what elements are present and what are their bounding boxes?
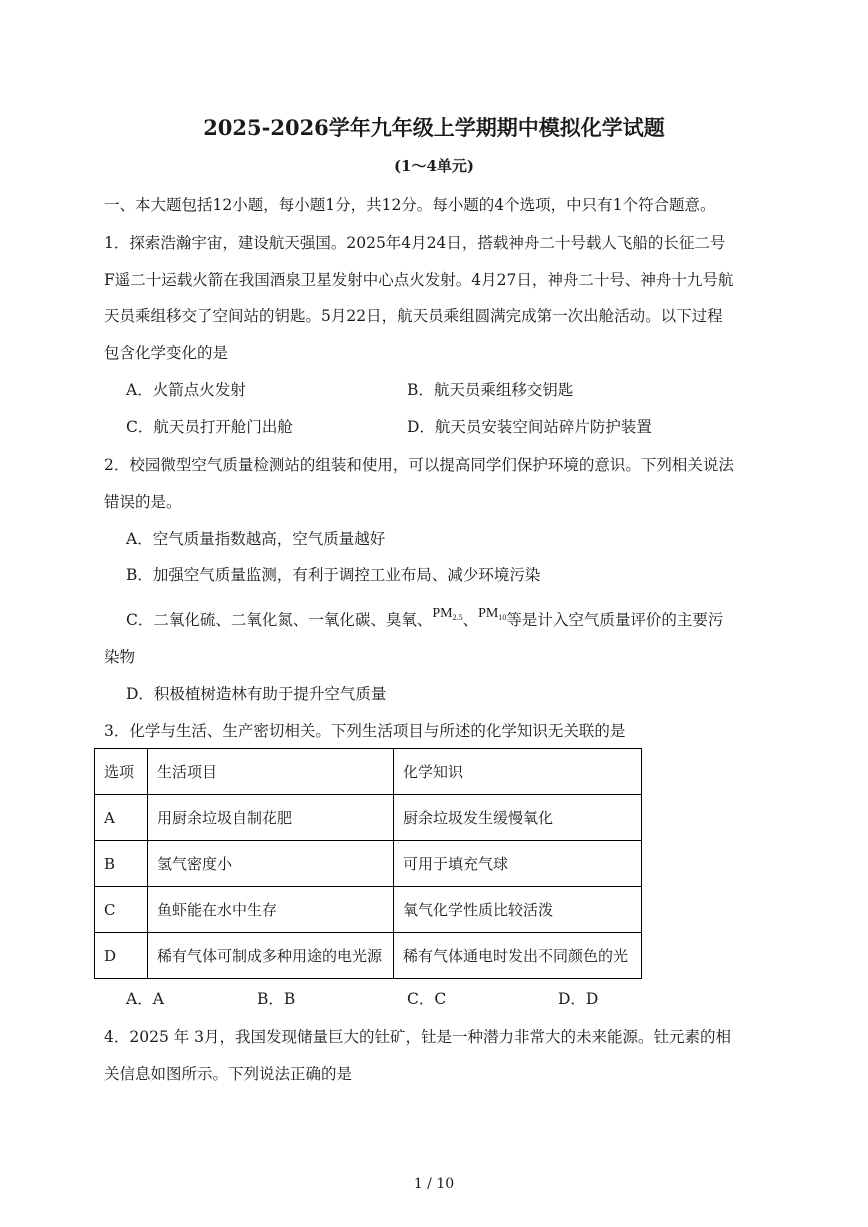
table-header-cell: 生活项目 xyxy=(148,749,394,795)
pm25-label: $PM_{2.5}$ xyxy=(432,606,463,622)
table-cell: D xyxy=(95,933,148,979)
table-cell: 用厨余垃圾自制花肥 xyxy=(148,795,394,841)
q3-option-a: A．A xyxy=(126,990,164,1008)
table-header-cell: 化学知识 xyxy=(394,749,642,795)
q4-line-1: 4．2025 年 3月，我国发现储量巨大的钍矿，钍是一种潜力非常大的未来能源。钍元素的相 xyxy=(104,1028,732,1046)
table-row xyxy=(95,841,642,887)
table-cell: 可用于填充气球 xyxy=(394,841,642,887)
q2-option-c-continued: 染物 xyxy=(104,648,136,666)
pm10-label: $PM_{10}$ xyxy=(478,606,507,622)
q1-option-d: D．航天员安装空间站碎片防护装置 xyxy=(407,418,652,436)
q3-option-d: D．D xyxy=(558,990,599,1008)
table-cell: B xyxy=(95,841,148,887)
q1-line-3: 天员乘组移交了空间站的钥匙。5月22日，航天员乘组圆满完成第一次出舱活动。以下过程 xyxy=(104,307,723,325)
q1-option-a: A．火箭点火发射 xyxy=(126,381,246,399)
q3-option-c: C．C xyxy=(407,990,447,1008)
table-header-cell: 选项 xyxy=(95,749,148,795)
q3-table xyxy=(94,748,642,979)
q1-line-4: 包含化学变化的是 xyxy=(104,344,229,362)
q2-option-b: B．加强空气质量监测，有利于调控工业布局、减少环境污染 xyxy=(126,566,541,584)
table-cell: 稀有气体可制成多种用途的电光源 xyxy=(148,933,394,979)
q2-option-a: A．空气质量指数越高，空气质量越好 xyxy=(126,530,386,548)
q2-option-c-separator: 、 xyxy=(462,611,479,629)
q2-line-1: 2．校园微型空气质量检测站的组装和使用，可以提高同学们保护环境的意识。下列相关说法 xyxy=(104,456,734,474)
q3-stem: 3．化学与生活、生产密切相关。下列生活项目与所述的化学知识无关联的是 xyxy=(104,722,626,740)
section-instructions: 一、本大题包括12小题，每小题1分，共12分。每小题的4个选项，中只有1个符合题意。 xyxy=(104,196,716,214)
q2-option-c xyxy=(126,606,724,637)
q1-line-2: F遥二十运载火箭在我国酒泉卫星发射中心点火发射。4月27日，神舟二十号、神舟十九号航 xyxy=(104,271,734,289)
page-number: 1 / 10 xyxy=(413,1176,455,1192)
table-header-row xyxy=(95,749,642,795)
exam-subtitle: (1～4单元) xyxy=(393,157,475,175)
table-row xyxy=(95,887,642,933)
exam-title: 2025-2026学年九年级上学期期中模拟化学试题 xyxy=(203,115,665,140)
q4-line-2: 关信息如图所示。下列说法正确的是 xyxy=(104,1065,353,1083)
q1-line-1: 1．探索浩瀚宇宙，建设航天强国。2025年4月24日，搭载神舟二十号载人飞船的长征二号 xyxy=(104,234,726,252)
table-cell: 厨余垃圾发生缓慢氧化 xyxy=(394,795,642,841)
table-cell: 氧气化学性质比较活泼 xyxy=(394,887,642,933)
table-cell: C xyxy=(95,887,148,933)
q3-option-b: B．B xyxy=(257,990,296,1008)
q2-option-c-text-post: 等是计入空气质量评价的主要污 xyxy=(506,611,724,629)
table-cell: 稀有气体通电时发出不同颜色的光 xyxy=(394,933,642,979)
table-cell: A xyxy=(95,795,148,841)
q1-option-b: B．航天员乘组移交钥匙 xyxy=(407,381,574,399)
q1-option-c: C．航天员打开舱门出舱 xyxy=(126,418,293,436)
q2-option-c-text: C．二氧化硫、二氧化氮、一氧化碳、臭氧、 xyxy=(126,611,433,629)
table-row xyxy=(95,933,642,979)
q2-option-d: D．积极植树造林有助于提升空气质量 xyxy=(126,685,387,703)
q2-line-2: 错误的是。 xyxy=(104,493,182,511)
table-cell: 鱼虾能在水中生存 xyxy=(148,887,394,933)
table-row xyxy=(95,795,642,841)
table-cell: 氢气密度小 xyxy=(148,841,394,887)
